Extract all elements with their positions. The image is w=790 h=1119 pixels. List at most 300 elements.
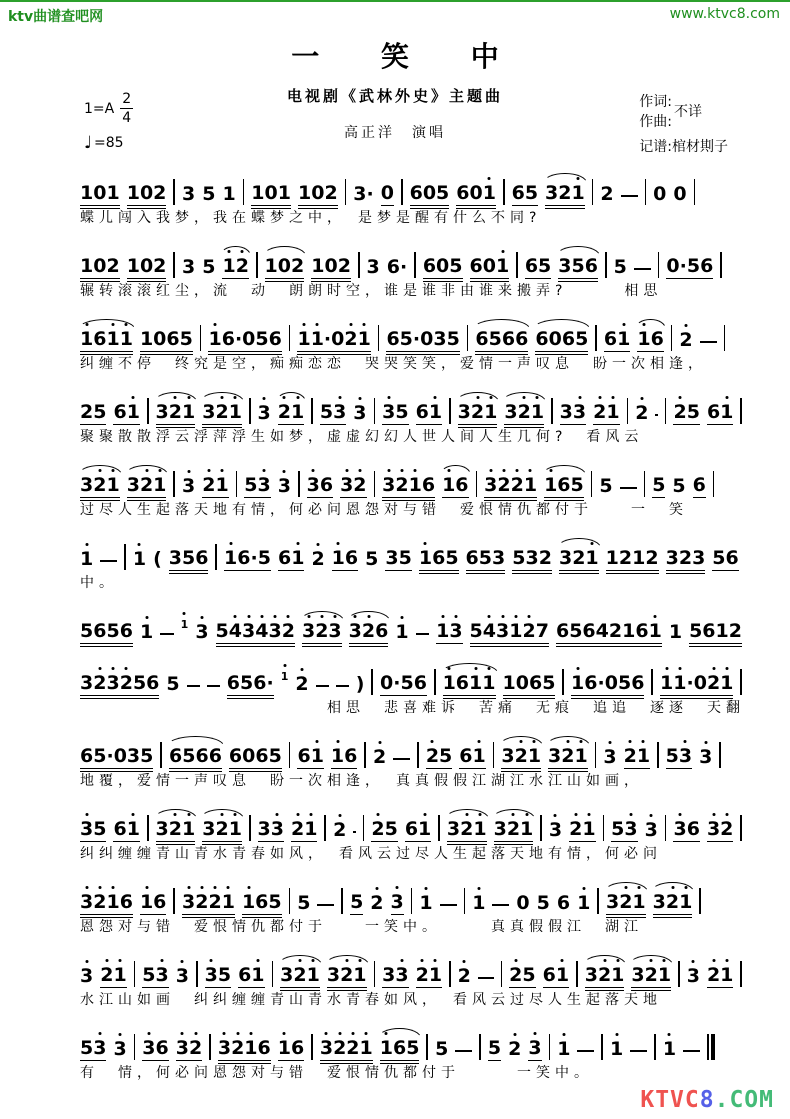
barline: [289, 325, 291, 351]
barline: [374, 961, 376, 987]
note-group: 1: [663, 1040, 676, 1061]
note-group: 3 2 2 1: [320, 1039, 373, 1061]
note-group: 1: [133, 550, 146, 571]
barline: [173, 471, 175, 497]
transcriber-credit: [639, 137, 728, 157]
note-group: 3 2 1 6: [80, 893, 133, 915]
barline: [713, 471, 715, 497]
barline: [476, 471, 478, 497]
watermark-part1: KTVC: [640, 1087, 700, 1113]
note-group: 6 1: [238, 966, 264, 988]
note-group: 5 6: [712, 546, 739, 569]
note-group: 3 2 3: [665, 546, 706, 569]
note-group: 3 3: [258, 820, 284, 842]
note-group: 3 2 1: [202, 820, 242, 842]
author-credits: [639, 92, 728, 133]
duration-dash: [316, 685, 329, 687]
barline: [644, 471, 646, 497]
barline: [256, 252, 258, 278]
notation-row: [80, 308, 742, 352]
duration-dash: [207, 685, 220, 687]
note-group: 1 2 1 2: [605, 546, 659, 569]
note-group: 1: [577, 894, 590, 915]
notation-row: [80, 527, 742, 571]
note-group: 6 ·: [386, 255, 408, 278]
score-line: [80, 725, 742, 790]
barline: [605, 252, 607, 278]
note-group: 3 2 2 1: [182, 893, 235, 915]
barline: [147, 398, 149, 424]
note-group: 3 2 1: [631, 966, 671, 988]
lyrics-row: 恩怨对与错 爱恨情仇都付于 一笑中。 真真假假江 湖江: [80, 918, 643, 935]
score-line: [80, 652, 745, 717]
barline: [595, 325, 597, 351]
barline: [740, 669, 742, 695]
note-group: 3 2 1: [559, 549, 599, 571]
note-group: 3 5: [382, 403, 408, 425]
note-group: 3 2 1: [447, 820, 487, 842]
note-group: 6 1: [459, 747, 485, 769]
note-group: (: [153, 547, 162, 570]
watermark-logo[interactable]: [640, 1087, 774, 1113]
duration-dash: [317, 904, 334, 906]
fraction-bar: [120, 108, 133, 109]
barline: [740, 398, 742, 424]
score-line: [80, 381, 742, 446]
barline: [576, 961, 578, 987]
note-group: 6 5 6 4 2 1 6 1: [556, 622, 662, 644]
notation-row: [80, 1017, 742, 1061]
barline: [236, 471, 238, 497]
barline: [719, 742, 721, 768]
barline: [467, 325, 469, 351]
barline: [449, 961, 451, 987]
note-group: 3 2 1: [606, 893, 646, 915]
note-group: 6 1: [113, 403, 139, 425]
score-line: [80, 944, 742, 1009]
duration-dash: [634, 268, 651, 270]
note-group: 6 1: [113, 820, 139, 842]
note-group: 1 6 5: [242, 893, 282, 915]
note-group: 2: [311, 550, 324, 571]
note-group: 6: [692, 473, 706, 496]
time-signature: [120, 92, 133, 125]
grace-note: 1: [181, 619, 189, 632]
note-group: 3 6: [307, 476, 333, 498]
notation-row: [80, 235, 742, 279]
note-group: 2 5: [509, 966, 535, 988]
note-group: 6 0 5: [409, 181, 450, 204]
author-unknown-value: 不详: [674, 104, 702, 121]
barline: [289, 742, 291, 768]
note-group: 0 · 5 6: [666, 254, 714, 277]
barline: [654, 1034, 656, 1060]
note-group: 5: [365, 547, 379, 570]
barline: [341, 888, 343, 914]
note-group: 3 2 3: [302, 622, 342, 644]
note-group: 3 5: [385, 546, 412, 569]
note-group: 1: [668, 620, 683, 643]
note-group: 0: [516, 891, 530, 914]
barline: [597, 888, 599, 914]
barline: [134, 961, 136, 987]
note-group: 3 2 1: [80, 476, 120, 498]
note-group: 1: [140, 623, 153, 644]
barline: [671, 325, 673, 351]
note-group: 0: [673, 182, 687, 205]
duration-dash: [440, 904, 457, 906]
note-group: 1: [419, 894, 432, 915]
note-group: 2: [295, 675, 308, 696]
note-group: 6 0 1: [456, 184, 496, 206]
site-name-link[interactable]: ktv曲谱查吧网: [8, 9, 104, 25]
note-group: 3 2 3 2 5 6: [80, 674, 159, 696]
note-group: 1 6 · 5: [224, 549, 271, 571]
note-group: 0: [653, 182, 667, 205]
note-group: 2: [370, 894, 383, 915]
note-group: 3 5: [205, 966, 231, 988]
note-group: 3 5 6: [168, 546, 209, 569]
note-group: 1 0 2: [311, 254, 351, 277]
lyrics-row: 中。: [80, 574, 118, 591]
barline: [243, 179, 245, 205]
note-group: 5: [350, 890, 364, 913]
barline: [434, 669, 436, 695]
note-group: 3 2 1: [585, 966, 625, 988]
note-group: 6 0 6 5: [535, 327, 589, 350]
lyrics-row: 辗转滚滚红尘，流 动 朗朗时空，谁是谁非由谁来搬弄? 相思: [80, 282, 663, 299]
note-group: 2 1: [202, 476, 228, 498]
note-group: 2 1: [593, 403, 619, 425]
barline: [603, 815, 605, 841]
duration-dash: [160, 633, 173, 635]
note-group: 3 2 1: [501, 747, 541, 769]
note-group: 3: [699, 748, 712, 769]
barline: [551, 398, 553, 424]
note-group: 5 3: [666, 747, 692, 769]
barline: [493, 742, 495, 768]
lyrics-row: 水江山如画 纠纠缠缠青山青水青春如风， 看风云过尽人生起落天地: [80, 991, 662, 1008]
note-group: 6: [556, 891, 571, 914]
note-group: 1 1 · 0 2 1: [660, 674, 733, 696]
notation-row: [80, 798, 742, 842]
note-group: 3 2: [707, 820, 733, 842]
note-group: 1: [395, 623, 408, 644]
credits-block: [639, 92, 728, 157]
note-group: 3: [176, 967, 189, 988]
note-group: 3: [645, 821, 658, 842]
note-group: 3 5 6: [558, 254, 598, 277]
duration-dash: [577, 1050, 594, 1052]
note-group: 3: [182, 255, 196, 278]
note-group: 1 6 5: [544, 476, 584, 498]
watermark-part3: .COM: [714, 1087, 774, 1113]
note-group: 3: [366, 255, 380, 278]
note-group: 1 6 5: [380, 1039, 420, 1061]
duration-dash: [478, 977, 494, 979]
note-group: 2 1: [569, 820, 595, 842]
note-group: 5 6 5 6: [80, 619, 133, 642]
note-group: 1 6 1 1: [80, 330, 133, 352]
lyrics-row: 蝶儿闯入我梦，我在蝶梦之中， 是梦是醒有什么不同?: [80, 209, 542, 226]
note-group: 1 6 · 0 5 6: [208, 330, 281, 352]
score-line: [80, 454, 742, 519]
note-group: 1 0 6 5: [502, 671, 556, 694]
barline: [401, 179, 403, 205]
note-group: 1 0 2: [126, 181, 167, 204]
barline: [426, 1034, 428, 1060]
note-group: 5 3: [244, 476, 270, 498]
note-group: 3 2 1: [545, 184, 585, 206]
barline: [249, 398, 251, 424]
note-group: 2 1: [278, 403, 304, 425]
barline: [740, 961, 742, 987]
barline: [345, 179, 347, 205]
note-group: 6 5: [524, 254, 552, 277]
note-group: 5: [435, 1037, 449, 1060]
transcriber-value: 棺材剘子: [672, 138, 728, 155]
key-signature: [84, 92, 133, 125]
note-group: 2 1: [624, 747, 650, 769]
barline: [363, 815, 365, 841]
note-group: 3 2 1 6: [382, 476, 435, 498]
quarter-note-icon: ♩: [84, 133, 93, 153]
lyrics-row: 过尽人生起落天地有情，何必问恩怨对与错 爱恨情仇都付于 一 笑: [80, 501, 688, 518]
note-group: 3 2 1: [504, 403, 544, 425]
watermark-part2: 8: [699, 1087, 715, 1113]
note-group: 1 0 2: [80, 254, 120, 277]
note-group: 3 2 1: [202, 403, 242, 425]
note-group: 6 5 6 ·: [226, 671, 274, 694]
note-group: 2: [635, 404, 648, 425]
duration-dash: [455, 1050, 472, 1052]
note-group: 3 2 1: [458, 403, 498, 425]
score-line: [80, 1017, 742, 1082]
key-label: 1=A: [84, 100, 115, 117]
note-group: 3 2 1: [156, 820, 196, 842]
note-group: 6 0 1: [470, 257, 510, 279]
duration-dash: [683, 1050, 700, 1052]
score-line: [80, 527, 742, 592]
note-group: 5 4 3 4 3 2: [216, 622, 295, 644]
note-group: 3 3: [560, 403, 586, 425]
note-group: 1 0 6 5: [139, 327, 193, 350]
barline: [540, 815, 542, 841]
note-group: 5: [487, 1036, 502, 1059]
barline: [374, 398, 376, 424]
note-group: 1 3: [436, 622, 462, 644]
composer-label: 作曲:: [639, 114, 672, 131]
note-group: 3: [278, 477, 291, 498]
barline: [678, 961, 680, 987]
barline: [740, 815, 742, 841]
note-group: 1 6: [332, 549, 358, 571]
barline: [651, 669, 653, 695]
site-header: [0, 2, 790, 26]
duration-dash: [353, 831, 355, 833]
note-group: 5: [297, 891, 311, 914]
barline: [358, 252, 360, 278]
note-group: 2: [458, 967, 471, 988]
note-group: 2 5: [426, 747, 452, 769]
note-group: 5: [672, 474, 686, 497]
note-group: 3 2 1: [494, 820, 534, 842]
note-group: 3 6: [142, 1039, 168, 1061]
barline: [414, 252, 416, 278]
note-group: 3: [182, 182, 196, 205]
barline: [374, 471, 376, 497]
note-group: 6 1: [405, 820, 431, 842]
duration-dash: [621, 195, 638, 197]
barline: [591, 471, 593, 497]
note-group: 3 2 1: [280, 966, 320, 988]
barline: [378, 325, 380, 351]
note-group: 3 2 1 6: [218, 1039, 271, 1061]
score-line: [80, 798, 742, 863]
note-group: 2: [679, 331, 692, 352]
performer-credit: 高正洋 演唱: [344, 124, 446, 141]
notation-row: [80, 871, 742, 915]
site-url-link[interactable]: www.ktvc8.com: [669, 6, 780, 22]
barline: [134, 1034, 136, 1060]
lyricist-label: 作词:: [639, 94, 672, 110]
note-group: 6 5 6 6: [168, 744, 222, 767]
note-group: 3: [603, 748, 616, 769]
duration-dash: [416, 633, 429, 635]
barline: [501, 961, 503, 987]
note-group: 3: [195, 623, 208, 644]
notation-row: [80, 725, 742, 769]
note-group: 3 3: [382, 966, 408, 988]
duration-dash: [630, 1050, 647, 1052]
note-group: 3 2 1: [327, 966, 367, 988]
note-group: 3: [80, 967, 93, 988]
note-group: 5 3 2: [512, 546, 552, 569]
note-group: 1: [557, 1040, 570, 1061]
barline: [549, 1034, 551, 1060]
note-group: 1 6 · 0 5 6: [571, 674, 644, 696]
grace-note: 1: [281, 671, 289, 684]
note-group: 2: [373, 748, 386, 769]
barline: [464, 888, 466, 914]
barline: [173, 252, 175, 278]
note-group: 3 6: [673, 820, 699, 842]
barline: [200, 325, 202, 351]
note-group: 3 2 6: [349, 622, 389, 644]
note-group: 6 1: [707, 403, 733, 425]
barline: [720, 252, 722, 278]
note-group: 3 2 1: [127, 476, 167, 498]
score: [80, 162, 745, 1082]
note-group: 2 1: [416, 966, 442, 988]
barline: [595, 742, 597, 768]
lyrics-row: 有 情，何必问恩怨对与错 爱恨情仇都付于 一笑中。: [80, 1064, 593, 1081]
tempo-value: =85: [94, 135, 124, 151]
notation-row: [80, 944, 742, 988]
note-group: 6 5 · 0 3 5: [80, 744, 154, 767]
lyrics-row: 纠缠不停 终究是空，痴痴恋恋 哭哭笑笑，爱情一声叹息 盼一次相逢，: [80, 355, 707, 372]
note-group: 3 2 1: [548, 747, 588, 769]
barline: [479, 1034, 481, 1060]
score-line: [80, 235, 742, 300]
note-group: 2 1: [291, 820, 317, 842]
note-group: 0 · 5 6: [380, 671, 427, 694]
note-group: 6 1: [416, 403, 442, 425]
note-group: 6 1: [278, 549, 304, 571]
barline: [503, 179, 505, 205]
barline: [562, 669, 564, 695]
note-group: 3 2: [176, 1039, 202, 1061]
note-group: 1 6 5: [419, 549, 459, 571]
score-line: [80, 308, 742, 373]
note-group: 5: [202, 255, 216, 278]
note-group: 1 6: [331, 747, 357, 769]
note-group: 5: [613, 255, 627, 278]
note-group: 3: [391, 893, 404, 915]
barline: [417, 742, 419, 768]
barline: [645, 179, 647, 205]
barline: [516, 252, 518, 278]
final-barline: [707, 1034, 715, 1060]
note-group: 1 0 2: [264, 254, 305, 277]
notation-row: [80, 454, 742, 498]
barline: [364, 742, 366, 768]
note-group: ): [355, 672, 365, 695]
note-group: 3: [528, 1039, 541, 1061]
note-group: 5 3: [320, 403, 346, 425]
note-group: 3: [549, 821, 562, 842]
note-group: 1: [222, 182, 236, 205]
note-group: 3: [353, 404, 366, 425]
barline: [289, 888, 291, 914]
note-group: 6 0 6 5: [228, 744, 282, 767]
barline: [694, 179, 696, 205]
barline: [147, 815, 149, 841]
note-group: 6 5 6 6: [475, 327, 529, 350]
note-group: 6 0 5: [422, 254, 463, 277]
song-subtitle: 电视剧《武林外史》主题曲: [286, 86, 503, 105]
barline: [411, 888, 413, 914]
barline: [311, 1034, 313, 1060]
barline: [592, 179, 594, 205]
barline: [311, 398, 313, 424]
note-group: 3: [258, 404, 271, 425]
note-group: 5: [599, 474, 613, 497]
notation-row: [80, 381, 742, 425]
note-group: 1 6: [442, 476, 468, 498]
notation-row: [80, 162, 742, 206]
barline: [124, 544, 126, 570]
barline: [249, 815, 251, 841]
barline: [657, 742, 659, 768]
note-group: 1 0 2: [126, 254, 167, 277]
note-group: 5 3: [611, 820, 637, 842]
barline: [160, 742, 162, 768]
note-group: 6 5 3: [465, 546, 506, 569]
note-group: 5: [652, 473, 666, 496]
note-group: 5 3: [80, 1039, 106, 1061]
barline: [724, 325, 726, 351]
note-group: 3: [113, 1040, 126, 1061]
note-group: 2 5: [673, 403, 699, 425]
note-group: 1: [80, 550, 93, 571]
duration-dash: [100, 560, 117, 562]
note-group: 6 1: [543, 966, 569, 988]
note-group: 6 1: [297, 747, 323, 769]
note-group: 3: [687, 967, 700, 988]
barline: [196, 961, 198, 987]
note-group: 3 2 1: [156, 403, 196, 425]
